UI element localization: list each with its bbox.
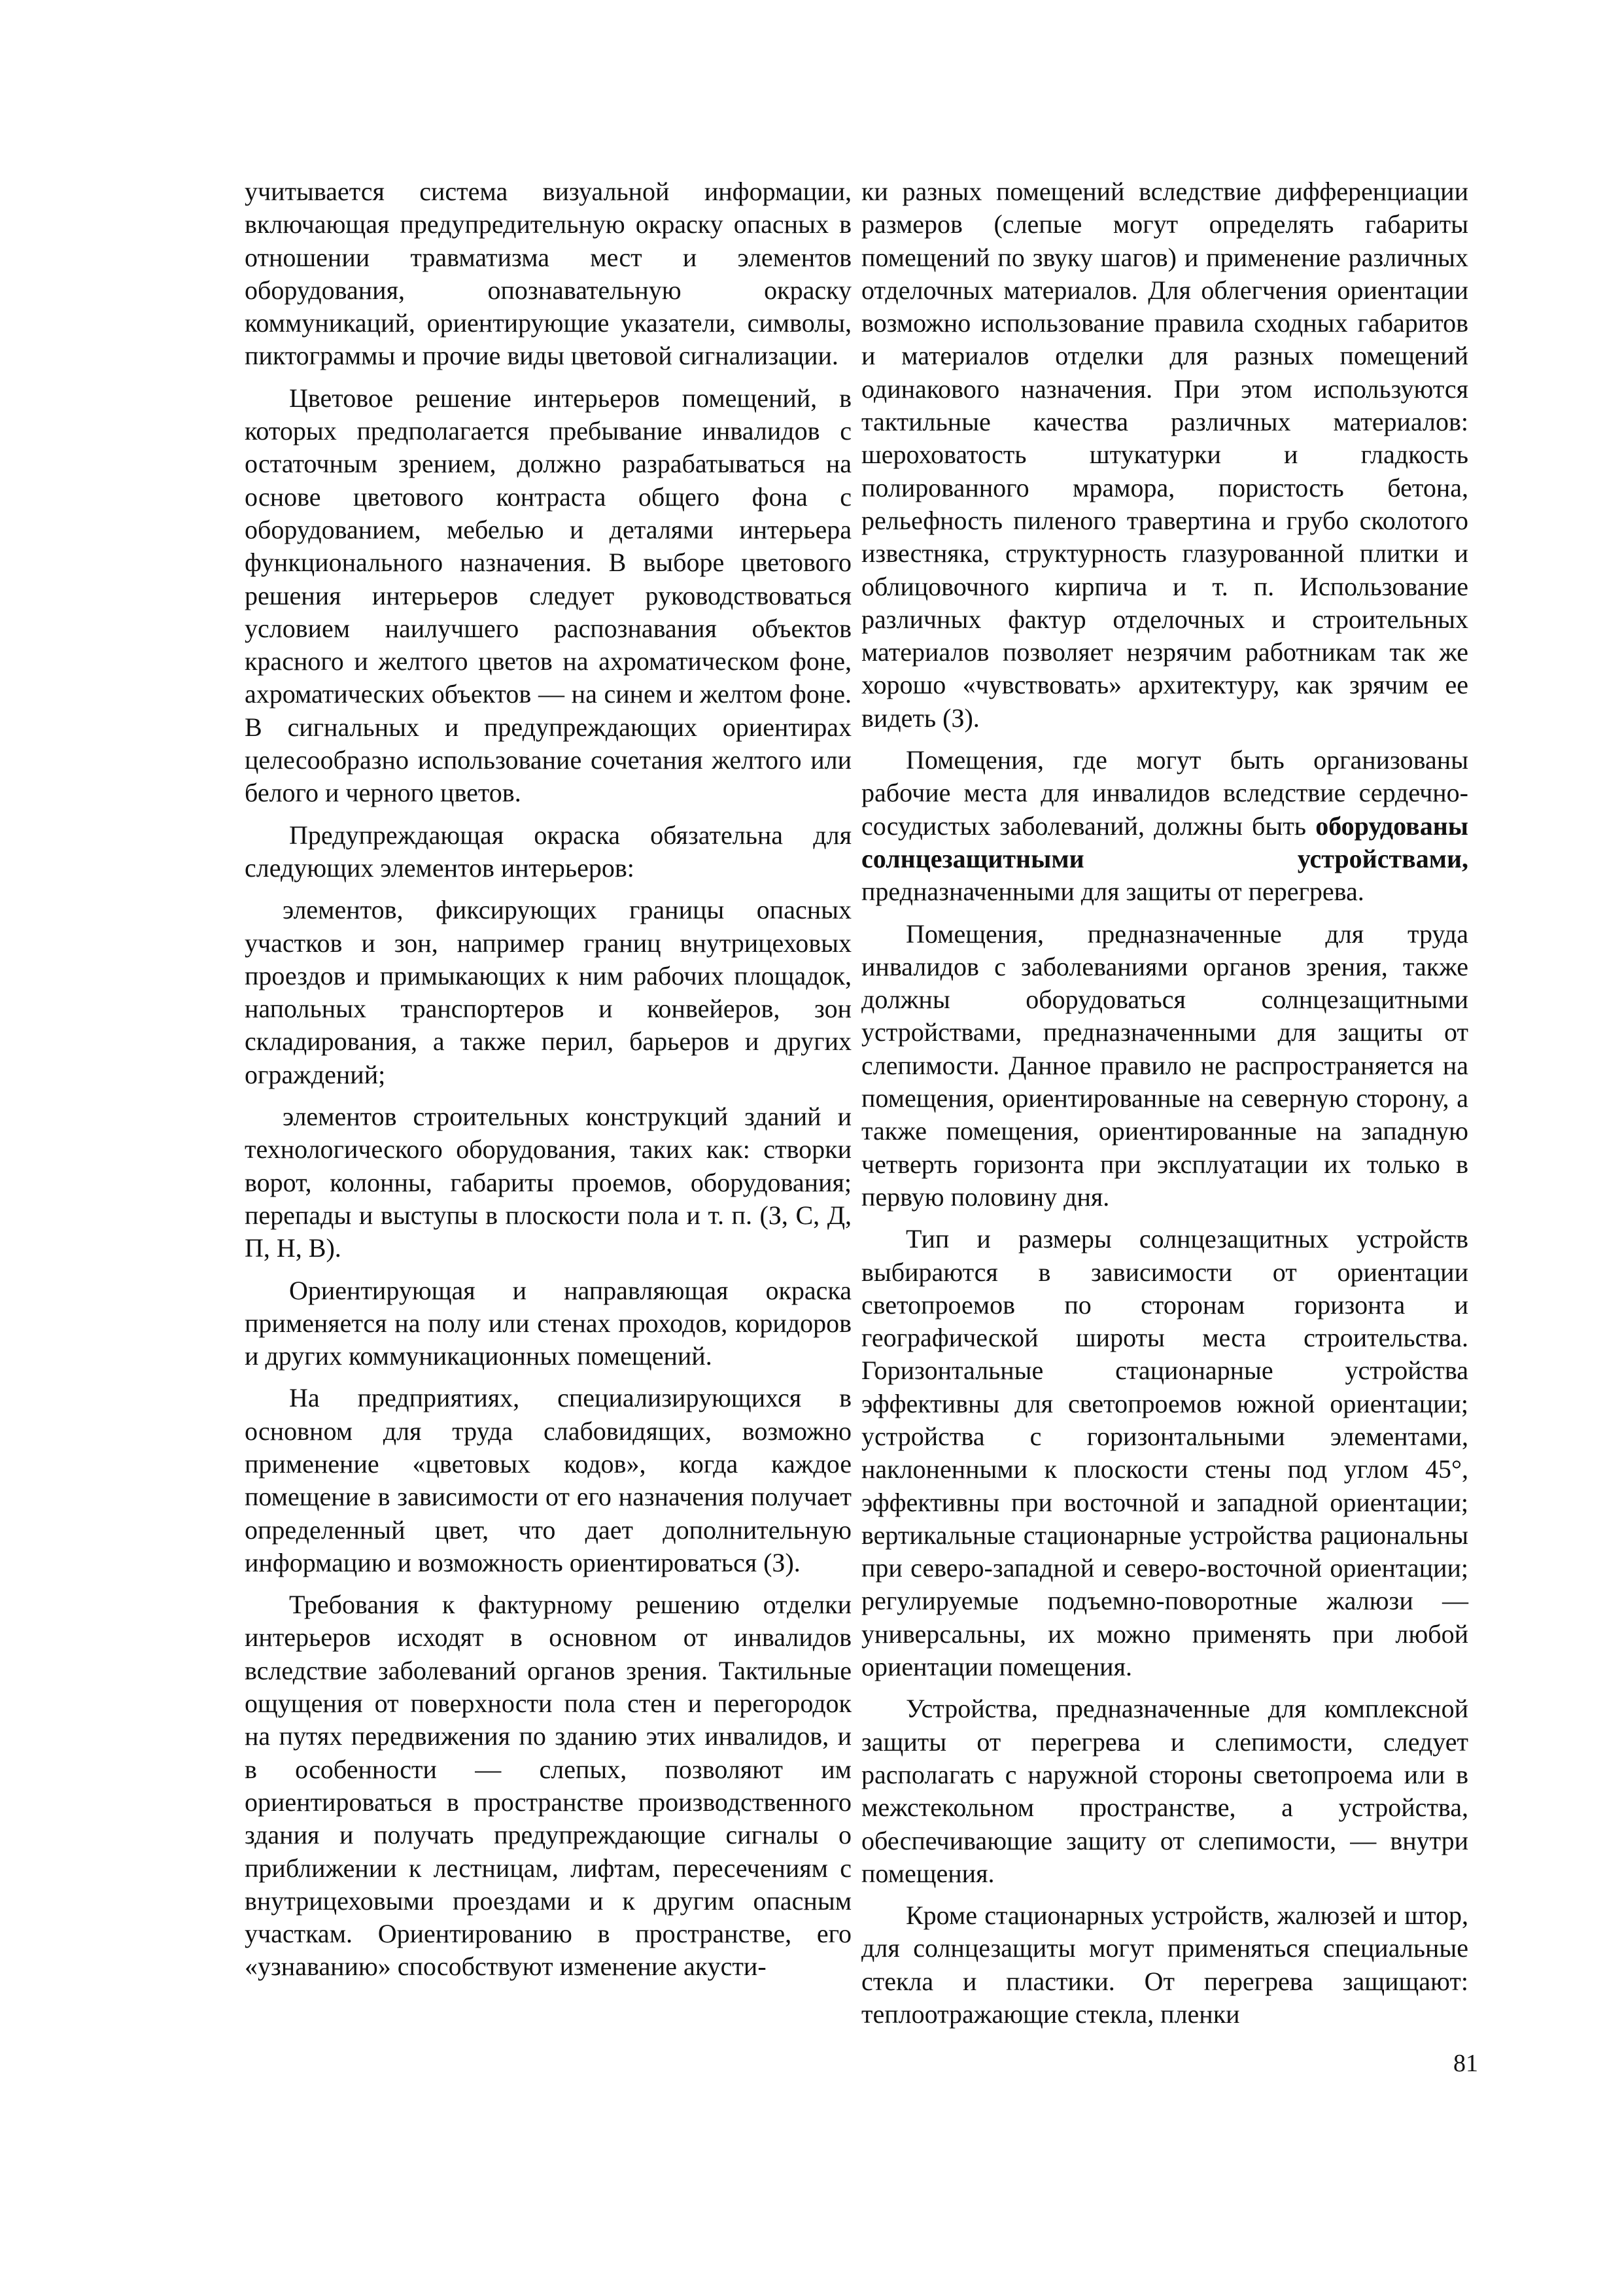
paragraph-texture-requirements: Требования к фактурному решению отделки интерьеров исходят в основном от инвалидов вследствие заболеваний органов зрения. Тактильные ощущения от поверхности пола стен и перегородок на путях передвижения по зданию этих инвалидов, и в особенности — слепых, позволяют им ориентироваться в пространстве производственного здания и получать предупреждающие сигналы о приближении к лестницам, лифтам, пересечениям с внутрицеховыми проездами и к другим опасным участкам. Ориентированию в пространстве, его «узнаванию» способствуют изменение акусти-: [245, 1590, 852, 1982]
paragraph-device-placement: Устройства, предназначенные для комплексной защиты от перегрева и слепимости, следует располагать с наружной стороны светопроема или в межстекольном пространстве, а устройства, обеспечивающие защиту от слепимости, — внутри помещения.: [861, 1694, 1468, 1888]
paragraph-color-codes: На предприятиях, специализирующихся в основном для труда слабовидящих, возможно применение «цветовых кодов», когда каждое помещение в зависимости от его назначения получает определенный цвет, что дает дополнительную информацию и возможность ориентироваться (З).: [245, 1383, 852, 1577]
paragraph-orienting-coloring: Ориентирующая и направляющая окраска применяется на полу или стенах проходов, коридоров и других коммуникационных помещений.: [245, 1275, 852, 1371]
emphasized-text: оборудованы солнцезащитными устройствами,: [861, 811, 1468, 873]
paragraph-special-glass: Кроме стационарных устройств, жалюзей и штор, для солнцезащиты могут применяться специальные стекла и пластики. От перегрева защищают: теплоотражающие стекла, пленки: [861, 1901, 1468, 2029]
left-text-column: [245, 175, 852, 1993]
paragraph-text: Помещения, где могут быть организованы рабочие места для инвалидов вследствие сердечно-сосудистых заболеваний, должны быть: [861, 745, 1468, 841]
paragraph-warning-coloring: Предупреждающая окраска обязательна для следующих элементов интерьеров:: [245, 820, 852, 883]
right-text-column: [861, 175, 1468, 2040]
list-item-danger-zones: элементов, фиксирующих границы опасных участков и зон, например границ внутрицеховых проездов и примыкающих к ним рабочих площадок, напольных транспортеров и конвейеров, зон складирования, а также перил, барьеров и других ограждений;: [245, 895, 852, 1089]
paragraph-acoustics-continuation: ки разных помещений вследствие дифференциации размеров (слепые могут определять габариты помещений по звуку шагов) и применение различных отделочных материалов. Для облегчения ориентации возможно использование правила сходных габаритов и материалов отделки для разных помещений одинакового назначения. При этом используются тактильные качества различных материалов: шероховатость штукатурки и гладкость полированного мрамора, пористость бетона, рельефность пиленого травертина и грубо сколотого известняка, структурность глазурованной плитки и облицовочного кирпича и т. п. Использование различных фактур отделочных и строительных материалов позволяет незрячим работникам так же хорошо «чувствовать» архитектуру, как зрячим ее видеть (З).: [861, 177, 1468, 733]
paragraph-visual-information: учитывается система визуальной информации, включающая предупредительную окраску опасных в отношении травматизма мест и элементов оборудования, опознавательную окраску коммуникаций, ориентирующие указатели, символы, пиктограммы и прочие виды цветовой сигнализации.: [245, 177, 852, 371]
paragraph-glare-protection: Помещения, предназначенные для труда инвалидов с заболеваниями органов зрения, также должны оборудоваться солнцезащитными устройствами, предназначенными для защиты от слепимости. Данное правило не распространяется на помещения, ориентированные на северную сторону, а также помещения, ориентированные на западную четверть горизонта при эксплуатации их только в первую половину дня.: [861, 919, 1468, 1212]
list-item-structural-elements: элементов строительных конструкций зданий и технологического оборудования, таких как: створки ворот, колонны, габариты проемов, оборудования; перепады и выступы в плоскости пола и т. п. (З, С, Д, П, Н, В).: [245, 1102, 852, 1263]
paragraph-sun-protection-required: [861, 744, 1468, 908]
paragraph-device-types: Тип и размеры солнцезащитных устройств выбираются в зависимости от ориентации светопроемов по сторонам горизонта и географической широты места строительства. Горизонтальные стационарные устройства эффективны для светопроемов южной ориентации; устройства с горизонтальными элементами, наклоненными к плоскости стены под углом 45°, эффективны при восточной и западной ориентации; вертикальные стационарные устройства рациональны при северо-западной и северо-восточной ориентации; регулируемые подъемно-поворотные жалюзи — универсальны, их можно применять при любой ориентации помещения.: [861, 1224, 1468, 1682]
paragraph-color-solution: Цветовое решение интерьеров помещений, в которых предполагается пребывание инвалидов с остаточным зрением, должно разрабатываться на основе цветового контраста общего фона с оборудованием, мебелью и деталями интерьера функционального назначения. В выборе цветового решения интерьеров следует руководствоваться условием наилучшего распознавания объектов красного и желтого цветов на ахроматическом фоне, ахроматических объектов — на синем и желтом фоне. В сигнальных и предупреждающих ориентирах целесообразно использование сочетания желтого или белого и черного цветов.: [245, 383, 852, 808]
paragraph-text: предназначенными для защиты от перегрева.: [861, 877, 1364, 907]
page-number: 81: [1453, 2050, 1478, 2077]
